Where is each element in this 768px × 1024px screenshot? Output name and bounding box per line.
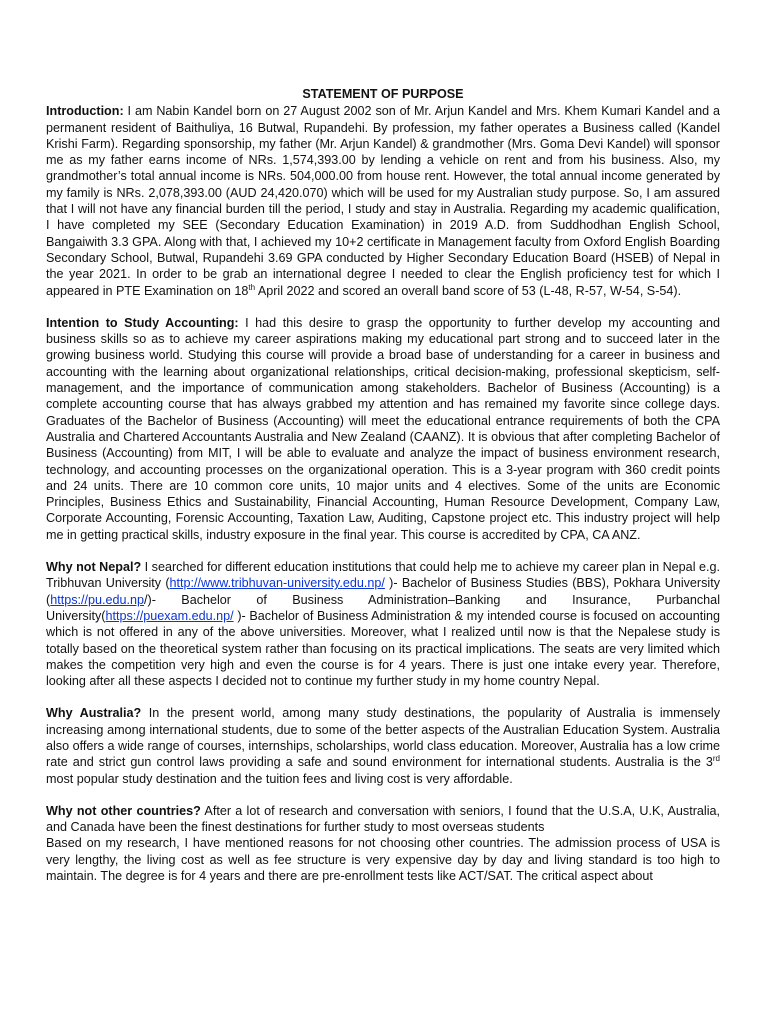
tribhuvan-university-link[interactable]: http://www.tribhuvan-university.edu.np/ [169,576,385,591]
why-not-other-countries-heading: Why not other countries? [46,803,201,818]
statement-document [46,86,720,884]
why-not-nepal-text-4: )- Bachelor of Business Administration & my intended course is focused on accounting which is not offered in any of the above universities. Moreover, what I realized until now is that the Nepalese study is totally based on the theoretical system rather than focusing on its practical implications. The seats are very limited which makes the competition very high and even the course is for 4 years. There is just one intake every year. Therefore, looking after all these aspects I decided not to continue my further study in my home country Nepal. [46,608,720,689]
why-australia-heading: Why Australia? [46,706,142,721]
introduction-paragraph [46,103,720,299]
accounting-text: I had this desire to grasp the opportunity to further develop my accounting and business skills so as to achieve my career aspirations making my educational part strong and to succeed later in the growing business world. Studying this course will provide a broad base of understanding for a career in business and accounting with the learning about organizational relationships, critical decision-making, professional skepticism, self-management, and the importance of communication among stakeholders. Bachelor of Business (Accounting) is a complete accounting course that has always grabbed my attention and has remained my favorite since college days. Graduates of the Bachelor of Business (Accounting) will meet the educational entrance requirements of both the CPA Australia and Chartered Accountants Australia and New Zealand (CAANZ). It is obvious that after completing Bachelor of Business (Accounting) from MIT, I will be able to evaluate and analyze the impact of business environment research, technology, and accounting processes on the organizational operation. This is a 3-year program with 360 credit points and 24 units. There are 10 common core units, 10 major units and 4 electives. Some of the units are Economic Principles, Business Ethics and Sustainability, Financial Accounting, Human Resource Development, Company Law, Corporate Accounting, Forensic Accounting, Taxation Law, Auditing, Capstone project etc. This industry project will help me in getting practical skills, industry exposure in the final year. This course is accredited by CPA, CA ANZ. [46,315,720,542]
why-not-other-countries-text: After a lot of research and conversation with seniors, I found that the U.S.A, U.K, Australia, and Canada have been the finest destinations for further study to most overseas students [46,803,720,835]
why-australia-text: In the present world, among many study destinations, the popularity of Australia is immensely increasing among international students, due to some of the better aspects of the Australian Education System. Australia also offers a wide range of courses, internships, scholarships, world class education. Moreover, Australia has a low crime rate and strict gun control laws providing a safe and sound environment for international students. Australia is the 3 [46,706,721,770]
why-not-nepal-text-2: )- Bachelor of Business Studies (BBS), Pokhara University ( [46,576,721,607]
ordinal-suffix: th [248,282,256,292]
why-not-nepal-paragraph [46,559,720,689]
introduction-text: I am Nabin Kandel born on 27 August 2002 son of Mr. Arjun Kandel and Mrs. Khem Kumari Kandel and a permanent resident of Baithuliya, 16 Butwal, Rupandehi. By profession, my father operates a Business called (Kandel Krishi Farm). Regarding sponsorship, my father (Mr. Arjun Kandel) & grandmother (Mrs. Goma Devi Kandel) will sponsor me as my father earns income of NRs. 1,574,393.00 by lending a vehicle on rent and from his business. Also, my grandmother’s total annual income is NRs. 504,000.00 from house rent. However, the total annual income generated by my family is NRs. 2,078,393.00 (AUD 24,420.070) which will be used for my Australian study purpose. So, I am assured that I will not have any financial burden till the period, I study and stay in Australia. Regarding my academic qualification, I have completed my SEE (Secondary Education Examination) in 2019 A.D. from Suddhodhan English School, Bangaiwith 3.3 GPA. Along with that, I achieved my 10+2 certificate in Management faculty from Oxford English Boarding Secondary School, Butwal, Rupandehi 3.69 GPA conducted by Higher Secondary Education Board (HSEB) of Nepal in the year 2021. In order to be grab an international degree I needed to clear the English proficiency test for which I appeared in PTE Examination on 18 [46,104,720,298]
why-australia-text-end: most popular study destination and the tuition fees and living cost is very affordable. [46,771,513,786]
document-title: STATEMENT OF PURPOSE [302,87,464,101]
why-not-other-countries-paragraph [46,803,720,836]
why-not-nepal-text-3: /)- Bachelor of Business Administration–Banking and Insurance, Purbanchal University( [46,592,720,623]
introduction-heading: Introduction: [46,104,124,119]
why-australia-paragraph [46,705,720,786]
purbanchal-university-link[interactable]: https://puexam.edu.np/ [105,608,234,623]
ordinal-suffix: rd [712,754,720,764]
why-not-nepal-text: I searched for different education institutions that could help me to achieve my career plan in Nepal e.g. Tribhuvan University ( [46,560,721,591]
accounting-paragraph [46,315,720,543]
accounting-heading: Intention to Study Accounting: [46,315,239,330]
other-countries-reasons-paragraph: Based on my research, I have mentioned reasons for not choosing other countries. The admission process of USA is very lengthy, the living cost as well as fee structure is very expensive day by day and living standard is too high to maintain. The degree is for 4 years and there are pre-enrollment tests like ACT/SAT. The critical aspect about [46,836,720,884]
introduction-text-end: April 2022 and scored an overall band score of 53 (L-48, R-57, W-54, S-54). [255,283,682,298]
pokhara-university-link[interactable]: https://pu.edu.np [50,592,145,607]
why-not-nepal-heading: Why not Nepal? [46,560,142,575]
